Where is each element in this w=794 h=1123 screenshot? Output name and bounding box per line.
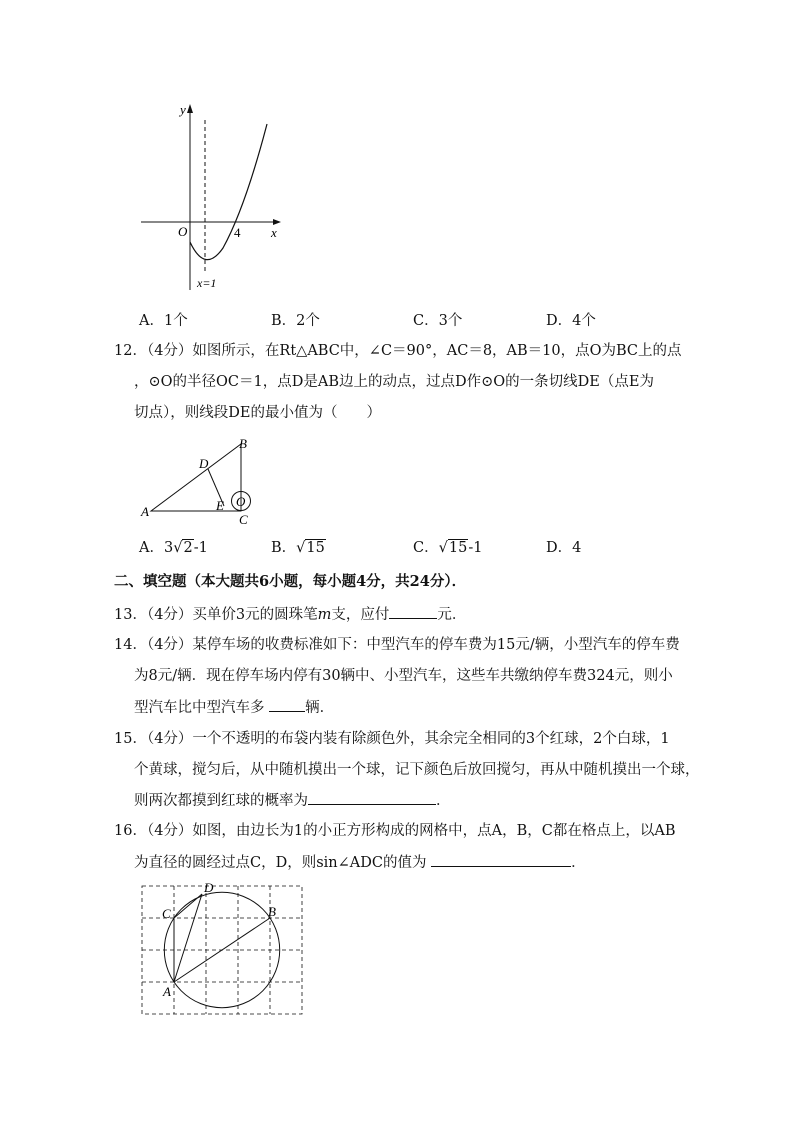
label-B: B <box>239 436 247 451</box>
q16-answer-blank[interactable] <box>431 852 571 867</box>
x-axis-label: x <box>271 225 277 240</box>
triangle-circle-figure <box>138 436 268 528</box>
q14-answer-blank[interactable] <box>269 697 305 712</box>
q16-line-1: 16．（4分）如图，由边长为1的小正方形构成的网格中，点A，B，C都在格点上，以AB <box>114 823 676 839</box>
label-D: D <box>199 456 209 471</box>
q12-line-3: 切点），则线段DE的最小值为（ ） <box>134 405 381 421</box>
q12-option-d[interactable]: D．4 <box>546 540 582 556</box>
q11-option-a[interactable]: A．1个 <box>139 313 188 329</box>
label-E: E <box>216 498 224 513</box>
q13: 13．（4分）买单价3元的圆珠笔m支，应付 元． <box>114 604 466 625</box>
q12-option-a[interactable]: A．3√2-1 <box>139 540 208 556</box>
y-axis-label: y <box>180 102 186 117</box>
q12-line-1: 12．（4分）如图所示，在Rt△ABC中，∠C＝90°，AC＝8，AB＝10，点O为BC上的点 <box>114 343 682 359</box>
grid-label-C: C <box>162 906 171 921</box>
q15-line-3: 则两次都摸到红球的概率为 ． <box>134 790 451 811</box>
q14-line-2: 为8元/辆．现在停车场内停有30辆中、小型汽车，这些车共缴纳停车费324元，则小 <box>134 668 673 684</box>
grid-label-A: A <box>163 984 171 999</box>
q14-line-3: 型汽车比中型汽车多 辆． <box>134 697 334 718</box>
q12-option-c[interactable]: C．√15-1 <box>413 540 483 556</box>
q11-option-b[interactable]: B．2个 <box>271 313 320 329</box>
q14-line-1: 14．（4分）某停车场的收费标准如下：中型汽车的停车费为15元/辆，小型汽车的停车费 <box>114 637 680 653</box>
q12-option-b[interactable]: B．√15 <box>271 540 325 556</box>
label-O: O <box>236 494 246 509</box>
q15-answer-blank[interactable] <box>308 790 436 805</box>
origin-label: O <box>178 224 188 239</box>
q13-answer-blank[interactable] <box>389 604 437 619</box>
q12-line-2: ，⊙O的半径OC＝1，点D是AB边上的动点，过点D作⊙O的一条切线DE（点E为 <box>134 374 654 390</box>
label-A: A <box>141 504 149 519</box>
q15-line-1: 15．（4分）一个不透明的布袋内装有除颜色外，其余完全相同的3个红球，2个白球，1 <box>114 731 670 747</box>
q16-line-2: 为直径的圆经过点C，D，则sin∠ADC的值为 ． <box>134 852 586 873</box>
q11-option-c[interactable]: C．3个 <box>413 313 463 329</box>
grid-label-B: B <box>268 904 276 919</box>
grid-circle-figure <box>136 880 306 1020</box>
section-heading-fill-blank: 二、填空题（本大题共6小题，每小题4分，共24分）． <box>114 573 467 590</box>
label-C: C <box>239 512 248 527</box>
parabola-figure <box>135 98 285 293</box>
grid-label-D: D <box>204 880 214 895</box>
root-label: 4 <box>234 225 241 240</box>
symmetry-label: x=1 <box>197 276 217 290</box>
q15-line-2: 个黄球，搅匀后，从中随机摸出一个球，记下颜色后放回搅匀，再从中随机摸出一个球， <box>134 762 700 778</box>
q11-option-d[interactable]: D．4个 <box>546 313 596 329</box>
